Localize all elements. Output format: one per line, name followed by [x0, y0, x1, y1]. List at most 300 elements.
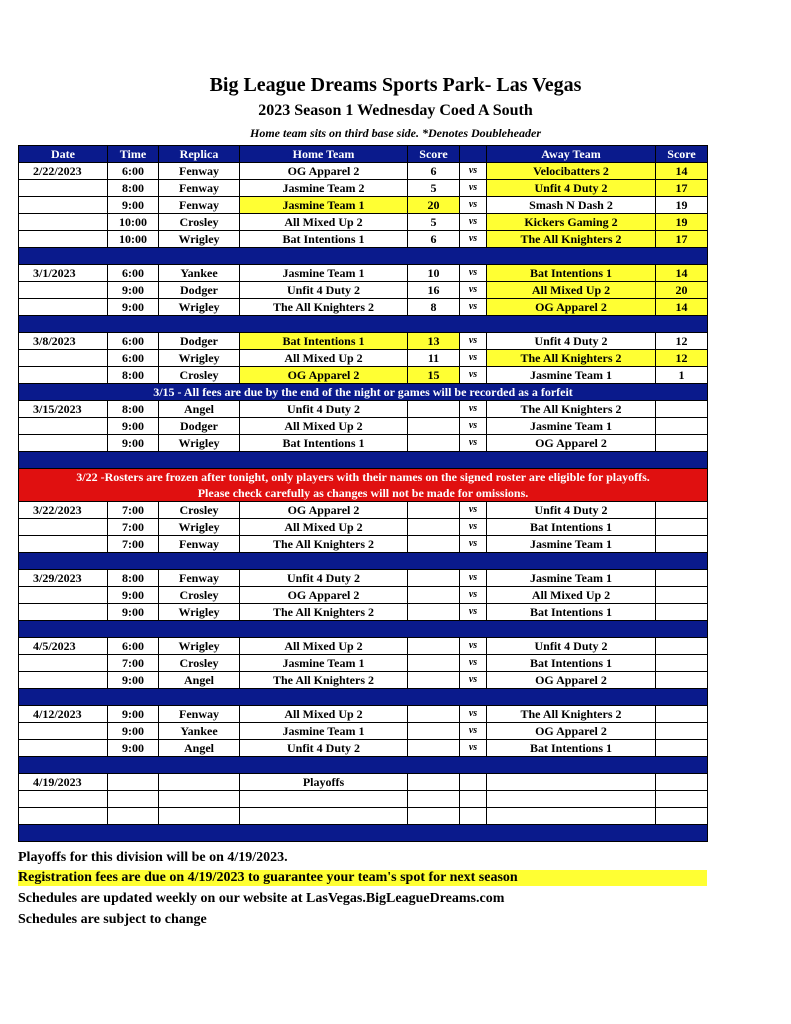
home-team-cell: Unfit 4 Duty 2 [240, 570, 408, 587]
away-team-cell: The All Knighters 2 [487, 401, 656, 418]
time-header: Time [108, 146, 159, 163]
home-score-cell [408, 723, 460, 740]
home-score-cell [408, 791, 460, 808]
separator-cell [19, 248, 708, 265]
vs-cell: vs [460, 265, 487, 282]
away-score-cell: 19 [656, 197, 708, 214]
away-score-cell: 17 [656, 180, 708, 197]
away-team-cell: OG Apparel 2 [487, 672, 656, 689]
home-team-cell: All Mixed Up 2 [240, 638, 408, 655]
table-row [19, 587, 708, 604]
time-cell: 9:00 [108, 706, 159, 723]
replica-cell: Wrigley [159, 435, 240, 452]
home-score-cell [408, 604, 460, 621]
home-team-cell: All Mixed Up 2 [240, 519, 408, 536]
replica-cell: Angel [159, 740, 240, 757]
time-cell: 10:00 [108, 231, 159, 248]
table-row [19, 180, 708, 197]
home-score-cell: 16 [408, 282, 460, 299]
home-score-cell [408, 435, 460, 452]
vs-cell: vs [460, 180, 487, 197]
date-cell: 4/19/2023 [19, 774, 108, 791]
separator-cell [19, 621, 708, 638]
home-team-cell: Jasmine Team 1 [240, 197, 408, 214]
footer-change-note: Schedules are subject to change [18, 912, 207, 927]
replica-cell: Angel [159, 401, 240, 418]
away-score-cell [656, 418, 708, 435]
time-cell: 8:00 [108, 180, 159, 197]
home-team-cell: OG Apparel 2 [240, 163, 408, 180]
table-row [19, 740, 708, 757]
time-cell: 9:00 [108, 299, 159, 316]
table-row [19, 401, 708, 418]
replica-cell: Crosley [159, 655, 240, 672]
vs-cell: vs [460, 587, 487, 604]
home-score-cell: 13 [408, 333, 460, 350]
away-score-cell [656, 519, 708, 536]
replica-cell: Fenway [159, 706, 240, 723]
away-score-cell [656, 570, 708, 587]
home-score-cell [408, 655, 460, 672]
date-cell: 3/22/2023 [19, 502, 108, 519]
date-cell: 4/12/2023 [19, 706, 108, 723]
home-team-cell: OG Apparel 2 [240, 502, 408, 519]
date-cell: 3/1/2023 [19, 265, 108, 282]
replica-cell: Fenway [159, 163, 240, 180]
table-row [19, 570, 708, 587]
separator-row [19, 825, 708, 842]
replica-cell: Crosley [159, 502, 240, 519]
time-cell: 8:00 [108, 570, 159, 587]
vs-cell: vs [460, 740, 487, 757]
schedule-table [18, 145, 708, 842]
away-team-cell: Jasmine Team 1 [487, 367, 656, 384]
date-cell [19, 435, 108, 452]
vs-cell: vs [460, 536, 487, 553]
home-team-cell: Bat Intentions 1 [240, 333, 408, 350]
date-cell [19, 418, 108, 435]
home-score-cell: 5 [408, 214, 460, 231]
table-row [19, 197, 708, 214]
time-cell: 6:00 [108, 333, 159, 350]
notice-row [19, 384, 708, 401]
vs-cell [460, 808, 487, 825]
footer-registration-note: Registration fees are due on 4/19/2023 to guarantee your team's spot for next season [18, 870, 707, 886]
separator-row [19, 452, 708, 469]
replica-cell: Yankee [159, 723, 240, 740]
date-cell [19, 197, 108, 214]
table-row [19, 231, 708, 248]
away-score-cell: 12 [656, 333, 708, 350]
separator-row [19, 689, 708, 706]
replica-cell: Fenway [159, 197, 240, 214]
away-score-cell [656, 502, 708, 519]
home-team-cell: Bat Intentions 1 [240, 231, 408, 248]
home-score-cell [408, 672, 460, 689]
away-team-cell: All Mixed Up 2 [487, 282, 656, 299]
home-team-cell: Bat Intentions 1 [240, 435, 408, 452]
away-score-cell [656, 536, 708, 553]
away-score-cell [656, 723, 708, 740]
home-score-cell: 5 [408, 180, 460, 197]
vs-cell: vs [460, 435, 487, 452]
time-cell: 9:00 [108, 587, 159, 604]
replica-cell: Crosley [159, 367, 240, 384]
vs-cell: vs [460, 502, 487, 519]
replica-cell: Yankee [159, 265, 240, 282]
away-team-cell: Jasmine Team 1 [487, 536, 656, 553]
home-team-note: Home team sits on third base side. *Denotes Doubleheader [250, 126, 541, 140]
away-team-cell: Kickers Gaming 2 [487, 214, 656, 231]
table-row [19, 367, 708, 384]
time-cell: 7:00 [108, 502, 159, 519]
away-score-cell: 14 [656, 163, 708, 180]
table-row [19, 723, 708, 740]
date-cell [19, 231, 108, 248]
separator-cell [19, 452, 708, 469]
time-cell: 6:00 [108, 163, 159, 180]
vs-cell: vs [460, 197, 487, 214]
date-cell: 4/5/2023 [19, 638, 108, 655]
vs-cell: vs [460, 367, 487, 384]
home-score-cell [408, 808, 460, 825]
away-team-cell: Unfit 4 Duty 2 [487, 502, 656, 519]
table-row [19, 435, 708, 452]
away-score-cell: 12 [656, 350, 708, 367]
vs-cell: vs [460, 214, 487, 231]
date-cell [19, 604, 108, 621]
replica-cell [159, 808, 240, 825]
replica-cell [159, 791, 240, 808]
away-score-cell: 14 [656, 299, 708, 316]
vs-cell: vs [460, 163, 487, 180]
date-cell [19, 367, 108, 384]
table-row [19, 638, 708, 655]
away-team-cell: Jasmine Team 1 [487, 418, 656, 435]
home-team-cell: All Mixed Up 2 [240, 214, 408, 231]
away-score-cell: 14 [656, 265, 708, 282]
home-score-cell: 6 [408, 231, 460, 248]
away-team-cell: Bat Intentions 1 [487, 740, 656, 757]
replica-cell: Wrigley [159, 231, 240, 248]
home-score-cell [408, 536, 460, 553]
time-cell: 8:00 [108, 401, 159, 418]
footer-playoffs-note: Playoffs for this division will be on 4/19/2023. [18, 850, 288, 865]
separator-cell [19, 689, 708, 706]
time-cell: 9:00 [108, 435, 159, 452]
vs-cell: vs [460, 604, 487, 621]
date-cell: 2/22/2023 [19, 163, 108, 180]
table-row [19, 350, 708, 367]
home-team-cell: All Mixed Up 2 [240, 706, 408, 723]
away-team-cell: Smash N Dash 2 [487, 197, 656, 214]
replica-cell: Fenway [159, 180, 240, 197]
date-cell [19, 282, 108, 299]
home-team-cell: Unfit 4 Duty 2 [240, 282, 408, 299]
date-cell [19, 740, 108, 757]
separator-row [19, 316, 708, 333]
vs-cell [460, 774, 487, 791]
home-score-cell: 10 [408, 265, 460, 282]
home-score-cell [408, 706, 460, 723]
home-score-header: Score [408, 146, 460, 163]
table-row [19, 808, 708, 825]
separator-cell [19, 757, 708, 774]
vs-cell: vs [460, 672, 487, 689]
home-team-cell: Unfit 4 Duty 2 [240, 401, 408, 418]
time-cell: 9:00 [108, 418, 159, 435]
away-score-cell: 20 [656, 282, 708, 299]
replica-cell: Wrigley [159, 604, 240, 621]
time-cell: 7:00 [108, 519, 159, 536]
home-team-cell: The All Knighters 2 [240, 604, 408, 621]
home-team-cell: Jasmine Team 1 [240, 265, 408, 282]
table-row [19, 418, 708, 435]
date-cell [19, 587, 108, 604]
time-cell: 9:00 [108, 672, 159, 689]
table-row [19, 536, 708, 553]
separator-row [19, 757, 708, 774]
date-cell [19, 536, 108, 553]
away-team-cell: Jasmine Team 1 [487, 570, 656, 587]
date-cell [19, 791, 108, 808]
replica-cell: Crosley [159, 214, 240, 231]
home-score-cell [408, 502, 460, 519]
away-team-cell: OG Apparel 2 [487, 435, 656, 452]
vs-cell: vs [460, 570, 487, 587]
separator-cell [19, 825, 708, 842]
date-cell [19, 655, 108, 672]
away-team-cell: OG Apparel 2 [487, 723, 656, 740]
away-score-cell [656, 655, 708, 672]
home-team-cell: The All Knighters 2 [240, 299, 408, 316]
away-score-cell [656, 401, 708, 418]
away-team-cell: Bat Intentions 1 [487, 655, 656, 672]
time-cell: 9:00 [108, 604, 159, 621]
table-row [19, 604, 708, 621]
date-cell: 3/15/2023 [19, 401, 108, 418]
vs-cell: vs [460, 401, 487, 418]
away-team-cell: Unfit 4 Duty 2 [487, 180, 656, 197]
home-score-cell [408, 587, 460, 604]
time-cell: 8:00 [108, 367, 159, 384]
vs-cell: vs [460, 418, 487, 435]
vs-cell: vs [460, 333, 487, 350]
away-team-cell [487, 774, 656, 791]
time-cell [108, 791, 159, 808]
table-row [19, 333, 708, 350]
home-score-cell [408, 519, 460, 536]
separator-row [19, 553, 708, 570]
date-cell: 3/8/2023 [19, 333, 108, 350]
table-row [19, 214, 708, 231]
home-score-cell [408, 401, 460, 418]
home-score-cell [408, 774, 460, 791]
home-score-cell: 6 [408, 163, 460, 180]
home-score-cell: 8 [408, 299, 460, 316]
time-cell: 9:00 [108, 723, 159, 740]
separator-cell [19, 553, 708, 570]
page-title: Big League Dreams Sports Park- Las Vegas [209, 74, 582, 96]
table-row [19, 502, 708, 519]
away-score-cell [656, 638, 708, 655]
away-team-cell: Bat Intentions 1 [487, 519, 656, 536]
table-row [19, 774, 708, 791]
home-team-cell: The All Knighters 2 [240, 672, 408, 689]
replica-cell: Wrigley [159, 638, 240, 655]
time-cell: 6:00 [108, 350, 159, 367]
home-score-cell [408, 570, 460, 587]
date-cell: 3/29/2023 [19, 570, 108, 587]
time-cell [108, 774, 159, 791]
table-row [19, 163, 708, 180]
roster-alert [19, 469, 708, 502]
time-cell: 6:00 [108, 638, 159, 655]
replica-cell: Wrigley [159, 299, 240, 316]
away-score-cell [656, 791, 708, 808]
replica-cell: Crosley [159, 587, 240, 604]
home-team-cell: OG Apparel 2 [240, 587, 408, 604]
replica-header: Replica [159, 146, 240, 163]
away-team-header: Away Team [487, 146, 656, 163]
time-cell: 7:00 [108, 536, 159, 553]
away-team-cell: The All Knighters 2 [487, 231, 656, 248]
date-cell [19, 180, 108, 197]
home-team-header: Home Team [240, 146, 408, 163]
roster-alert-line: Please check carefully as changes will not be made for omissions. [197, 486, 529, 500]
vs-cell: vs [460, 723, 487, 740]
replica-cell: Dodger [159, 418, 240, 435]
replica-cell: Fenway [159, 570, 240, 587]
table-row [19, 282, 708, 299]
away-score-cell [656, 706, 708, 723]
home-team-cell: Jasmine Team 1 [240, 723, 408, 740]
replica-cell: Dodger [159, 282, 240, 299]
time-cell: 9:00 [108, 197, 159, 214]
date-cell [19, 299, 108, 316]
time-cell [108, 808, 159, 825]
home-team-cell: Jasmine Team 1 [240, 655, 408, 672]
time-cell: 9:00 [108, 740, 159, 757]
away-score-cell [656, 672, 708, 689]
replica-cell: Wrigley [159, 350, 240, 367]
away-team-cell: Velocibatters 2 [487, 163, 656, 180]
date-cell [19, 723, 108, 740]
vs-cell [460, 791, 487, 808]
replica-cell [159, 774, 240, 791]
away-score-header: Score [656, 146, 708, 163]
home-team-cell: OG Apparel 2 [240, 367, 408, 384]
vs-cell: vs [460, 655, 487, 672]
table-row [19, 265, 708, 282]
away-team-cell: OG Apparel 2 [487, 299, 656, 316]
date-cell [19, 672, 108, 689]
away-score-cell [656, 587, 708, 604]
home-score-cell [408, 638, 460, 655]
roster-alert-row [19, 469, 708, 502]
away-team-cell: The All Knighters 2 [487, 706, 656, 723]
away-team-cell: All Mixed Up 2 [487, 587, 656, 604]
table-row [19, 299, 708, 316]
home-team-cell: All Mixed Up 2 [240, 350, 408, 367]
vs-cell: vs [460, 350, 487, 367]
page-subtitle: 2023 Season 1 Wednesday Coed A South [258, 102, 533, 119]
vs-cell: vs [460, 299, 487, 316]
vs-cell: vs [460, 706, 487, 723]
home-team-cell [240, 808, 408, 825]
replica-cell: Fenway [159, 536, 240, 553]
home-score-cell [408, 740, 460, 757]
away-team-cell: Bat Intentions 1 [487, 265, 656, 282]
table-row [19, 791, 708, 808]
away-score-cell [656, 435, 708, 452]
home-team-cell: The All Knighters 2 [240, 536, 408, 553]
table-row [19, 672, 708, 689]
replica-cell: Angel [159, 672, 240, 689]
replica-cell: Dodger [159, 333, 240, 350]
away-team-cell: Bat Intentions 1 [487, 604, 656, 621]
roster-alert-line: 3/22 -Rosters are frozen after tonight, only players with their names on the signed roster are eligible for playoffs. [76, 470, 650, 484]
away-team-cell [487, 808, 656, 825]
table-row [19, 655, 708, 672]
date-cell [19, 214, 108, 231]
vs-cell: vs [460, 282, 487, 299]
away-team-cell [487, 791, 656, 808]
footer-website-note: Schedules are updated weekly on our website at LasVegas.BigLeagueDreams.com [18, 891, 505, 906]
away-team-cell: The All Knighters 2 [487, 350, 656, 367]
away-team-cell: Unfit 4 Duty 2 [487, 638, 656, 655]
home-score-cell: 11 [408, 350, 460, 367]
table-row [19, 706, 708, 723]
away-score-cell: 17 [656, 231, 708, 248]
separator-row [19, 621, 708, 638]
time-cell: 10:00 [108, 214, 159, 231]
separator-row [19, 248, 708, 265]
date-cell [19, 519, 108, 536]
vs-cell: vs [460, 519, 487, 536]
away-score-cell [656, 604, 708, 621]
vs-header [460, 146, 487, 163]
date-header: Date [19, 146, 108, 163]
away-team-cell: Unfit 4 Duty 2 [487, 333, 656, 350]
home-score-cell [408, 418, 460, 435]
time-cell: 6:00 [108, 265, 159, 282]
home-team-cell: All Mixed Up 2 [240, 418, 408, 435]
vs-cell: vs [460, 638, 487, 655]
away-score-cell [656, 808, 708, 825]
away-score-cell: 19 [656, 214, 708, 231]
home-team-cell: Jasmine Team 2 [240, 180, 408, 197]
time-cell: 7:00 [108, 655, 159, 672]
replica-cell: Wrigley [159, 519, 240, 536]
home-team-cell: Playoffs [240, 774, 408, 791]
date-cell [19, 350, 108, 367]
away-score-cell: 1 [656, 367, 708, 384]
time-cell: 9:00 [108, 282, 159, 299]
away-score-cell [656, 740, 708, 757]
home-score-cell: 15 [408, 367, 460, 384]
vs-cell: vs [460, 231, 487, 248]
table-row [19, 519, 708, 536]
home-team-cell [240, 791, 408, 808]
home-score-cell: 20 [408, 197, 460, 214]
home-team-cell: Unfit 4 Duty 2 [240, 740, 408, 757]
fees-notice: 3/15 - All fees are due by the end of the night or games will be recorded as a forfeit [19, 384, 708, 401]
away-score-cell [656, 774, 708, 791]
separator-cell [19, 316, 708, 333]
date-cell [19, 808, 108, 825]
table-header-row [19, 146, 708, 163]
